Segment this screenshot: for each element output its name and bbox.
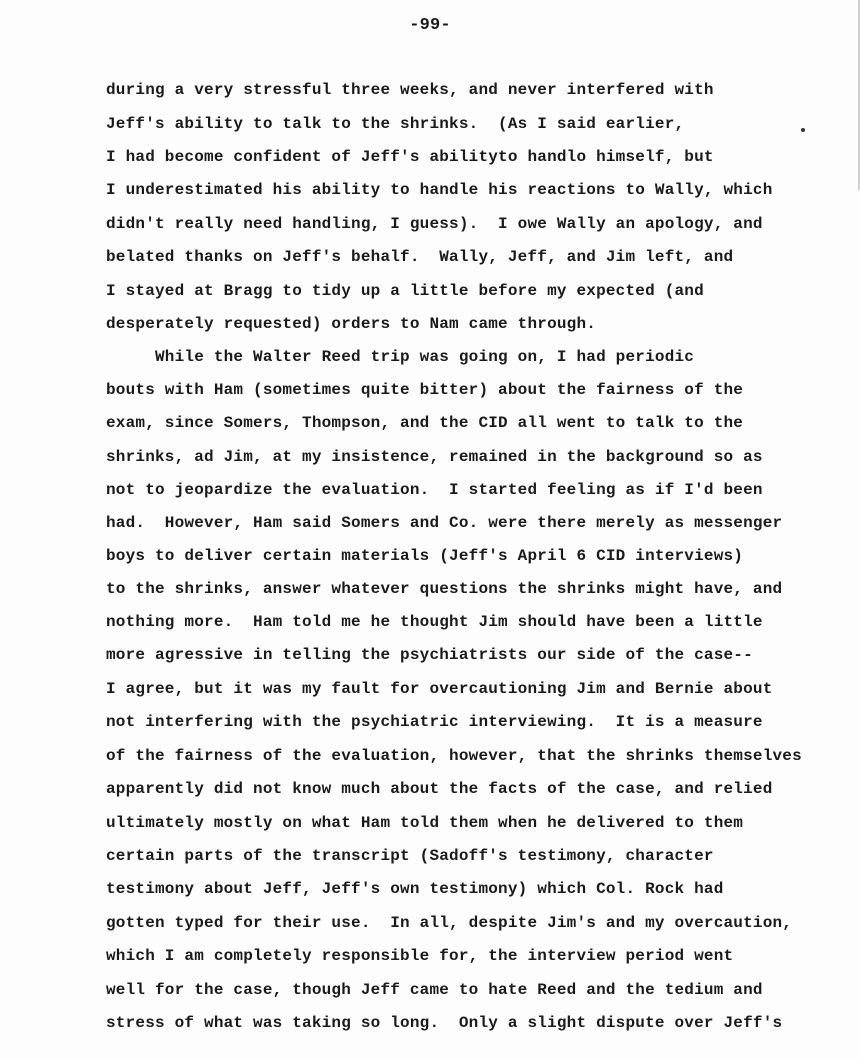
body-line: desperately requested) orders to Nam came through. xyxy=(106,315,597,333)
body-line: didn't really need handling, I guess). I owe Wally an apology, and xyxy=(106,215,763,233)
body-line: bouts with Ham (sometimes quite bitter) about the fairness of the xyxy=(106,381,744,399)
body-line: of the fairness of the evaluation, however, that the shrinks themselves xyxy=(106,747,802,765)
body-line: shrinks, ad Jim, at my insistence, remained in the background so as xyxy=(106,448,763,466)
body-line: during a very stressful three weeks, and never interfered with xyxy=(106,81,714,99)
body-line: I agree, but it was my fault for overcautioning Jim and Bernie about xyxy=(106,680,773,698)
page-number: -99- xyxy=(409,16,451,35)
body-line: belated thanks on Jeff's behalf. Wally, Jeff, and Jim left, and xyxy=(106,248,734,266)
body-line: boys to deliver certain materials (Jeff's April 6 CID interviews) xyxy=(106,547,744,565)
body-line: nothing more. Ham told me he thought Jim should have been a little xyxy=(106,613,763,631)
body-line: not to jeopardize the evaluation. I started feeling as if I'd been xyxy=(106,481,763,499)
body-line: exam, since Somers, Thompson, and the CID all went to talk to the xyxy=(106,414,744,432)
body-line: not interfering with the psychiatric interviewing. It is a measure xyxy=(106,713,763,731)
body-line: well for the case, though Jeff came to hate Reed and the tedium and xyxy=(106,981,763,999)
body-line: I underestimated his ability to handle his reactions to Wally, which xyxy=(106,181,773,199)
body-line: I had become confident of Jeff's abilityto handlo himself, but xyxy=(106,148,714,166)
stray-ink-mark xyxy=(801,128,805,132)
body-line: Jeff's ability to talk to the shrinks. (As I said earlier, xyxy=(106,115,685,133)
body-line: apparently did not know much about the facts of the case, and relied xyxy=(106,780,773,798)
body-line: ultimately mostly on what Ham told them when he delivered to them xyxy=(106,814,744,832)
body-line: to the shrinks, answer whatever questions the shrinks might have, and xyxy=(106,580,783,598)
body-line: which I am completely responsible for, the interview period went xyxy=(106,947,734,965)
body-line: While the Walter Reed trip was going on, I had periodic xyxy=(106,348,695,366)
body-line: I stayed at Bragg to tidy up a little before my expected (and xyxy=(106,282,704,300)
body-line: certain parts of the transcript (Sadoff's testimony, character xyxy=(106,847,714,865)
body-line: gotten typed for their use. In all, despite Jim's and my overcaution, xyxy=(106,914,793,932)
body-line: testimony about Jeff, Jeff's own testimony) which Col. Rock had xyxy=(106,880,724,898)
body-line: more agressive in telling the psychiatrists our side of the case-- xyxy=(106,646,753,664)
body-line: stress of what was taking so long. Only a slight dispute over Jeff's xyxy=(106,1014,783,1032)
body-line: had. However, Ham said Somers and Co. were there merely as messenger xyxy=(106,514,783,532)
